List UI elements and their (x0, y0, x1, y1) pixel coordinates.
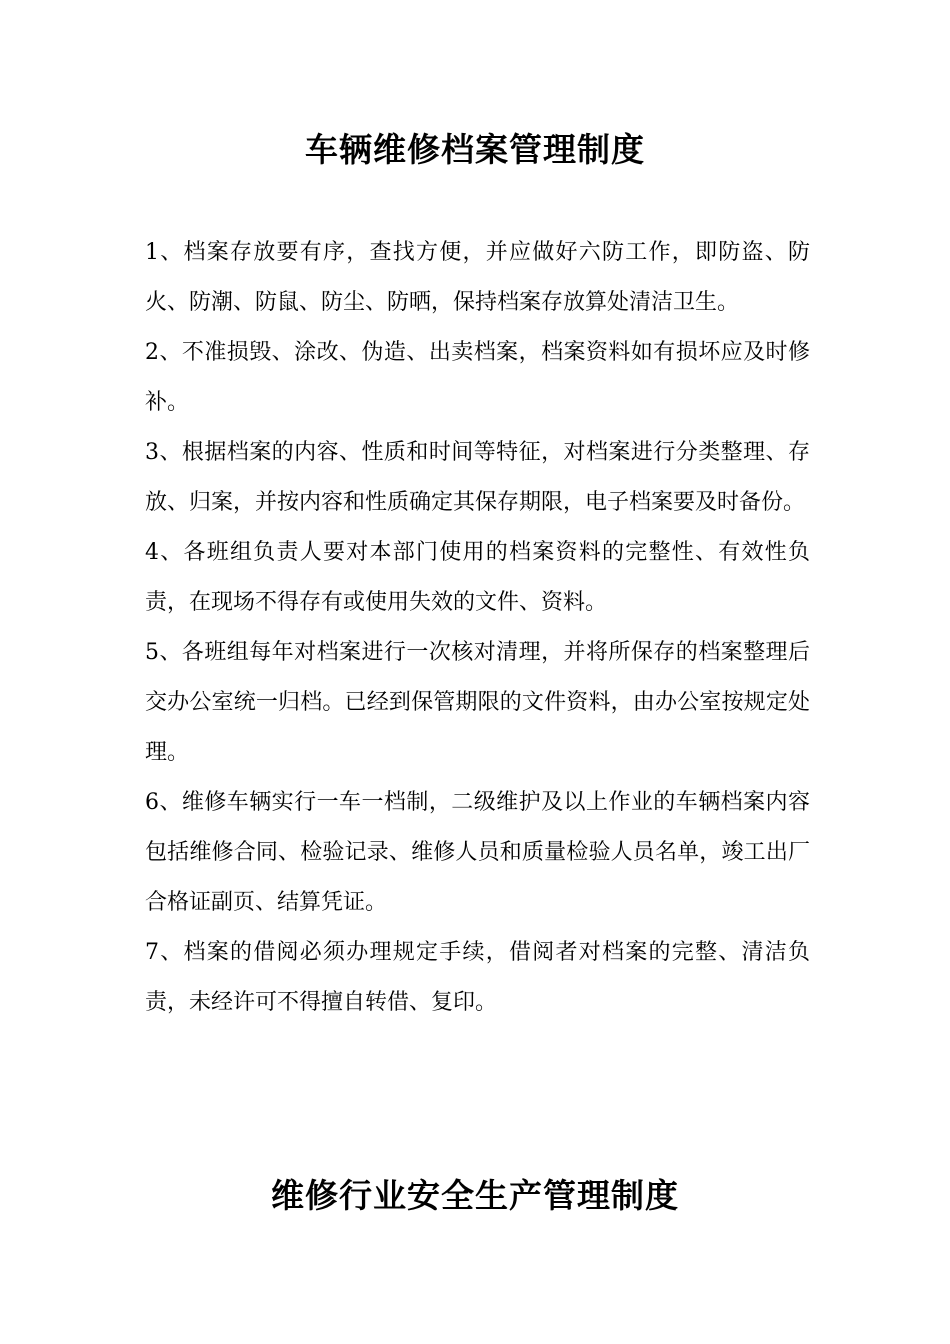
next-section-title: 维修行业安全生产管理制度 (271, 1176, 679, 1215)
paragraph-7: 7、档案的借阅必须办理规定手续，借阅者对档案的完整、清洁负责，未经许可不得擅自转借、复印。 (145, 940, 810, 1015)
paragraph-5: 5、各班组每年对档案进行一次核对清理，并将所保存的档案整理后交办公室统一归档。已经到保管期限的文件资料，由办公室按规定处理。 (145, 640, 810, 765)
paragraph-2: 2、不准损毁、涂改、伪造、出卖档案，档案资料如有损坏应及时修补。 (145, 340, 810, 415)
paragraph-1: 1、档案存放要有序，查找方便，并应做好六防工作，即防盗、防火、防潮、防鼠、防尘、防晒，保持档案存放算处清洁卫生。 (145, 240, 810, 315)
paragraph-6: 6、维修车辆实行一车一档制，二级维护及以上作业的车辆档案内容包括维修合同、检验记录、维修人员和质量检验人员名单，竣工出厂合格证副页、结算凭证。 (145, 790, 810, 915)
document-title: 车辆维修档案管理制度 (305, 130, 645, 169)
paragraph-3: 3、根据档案的内容、性质和时间等特征，对档案进行分类整理、存放、归案，并按内容和性质确定其保存期限，电子档案要及时备份。 (145, 440, 810, 515)
document-body (145, 228, 810, 1028)
paragraph-4: 4、各班组负责人要对本部门使用的档案资料的完整性、有效性负责，在现场不得存有或使用失效的文件、资料。 (145, 540, 810, 615)
